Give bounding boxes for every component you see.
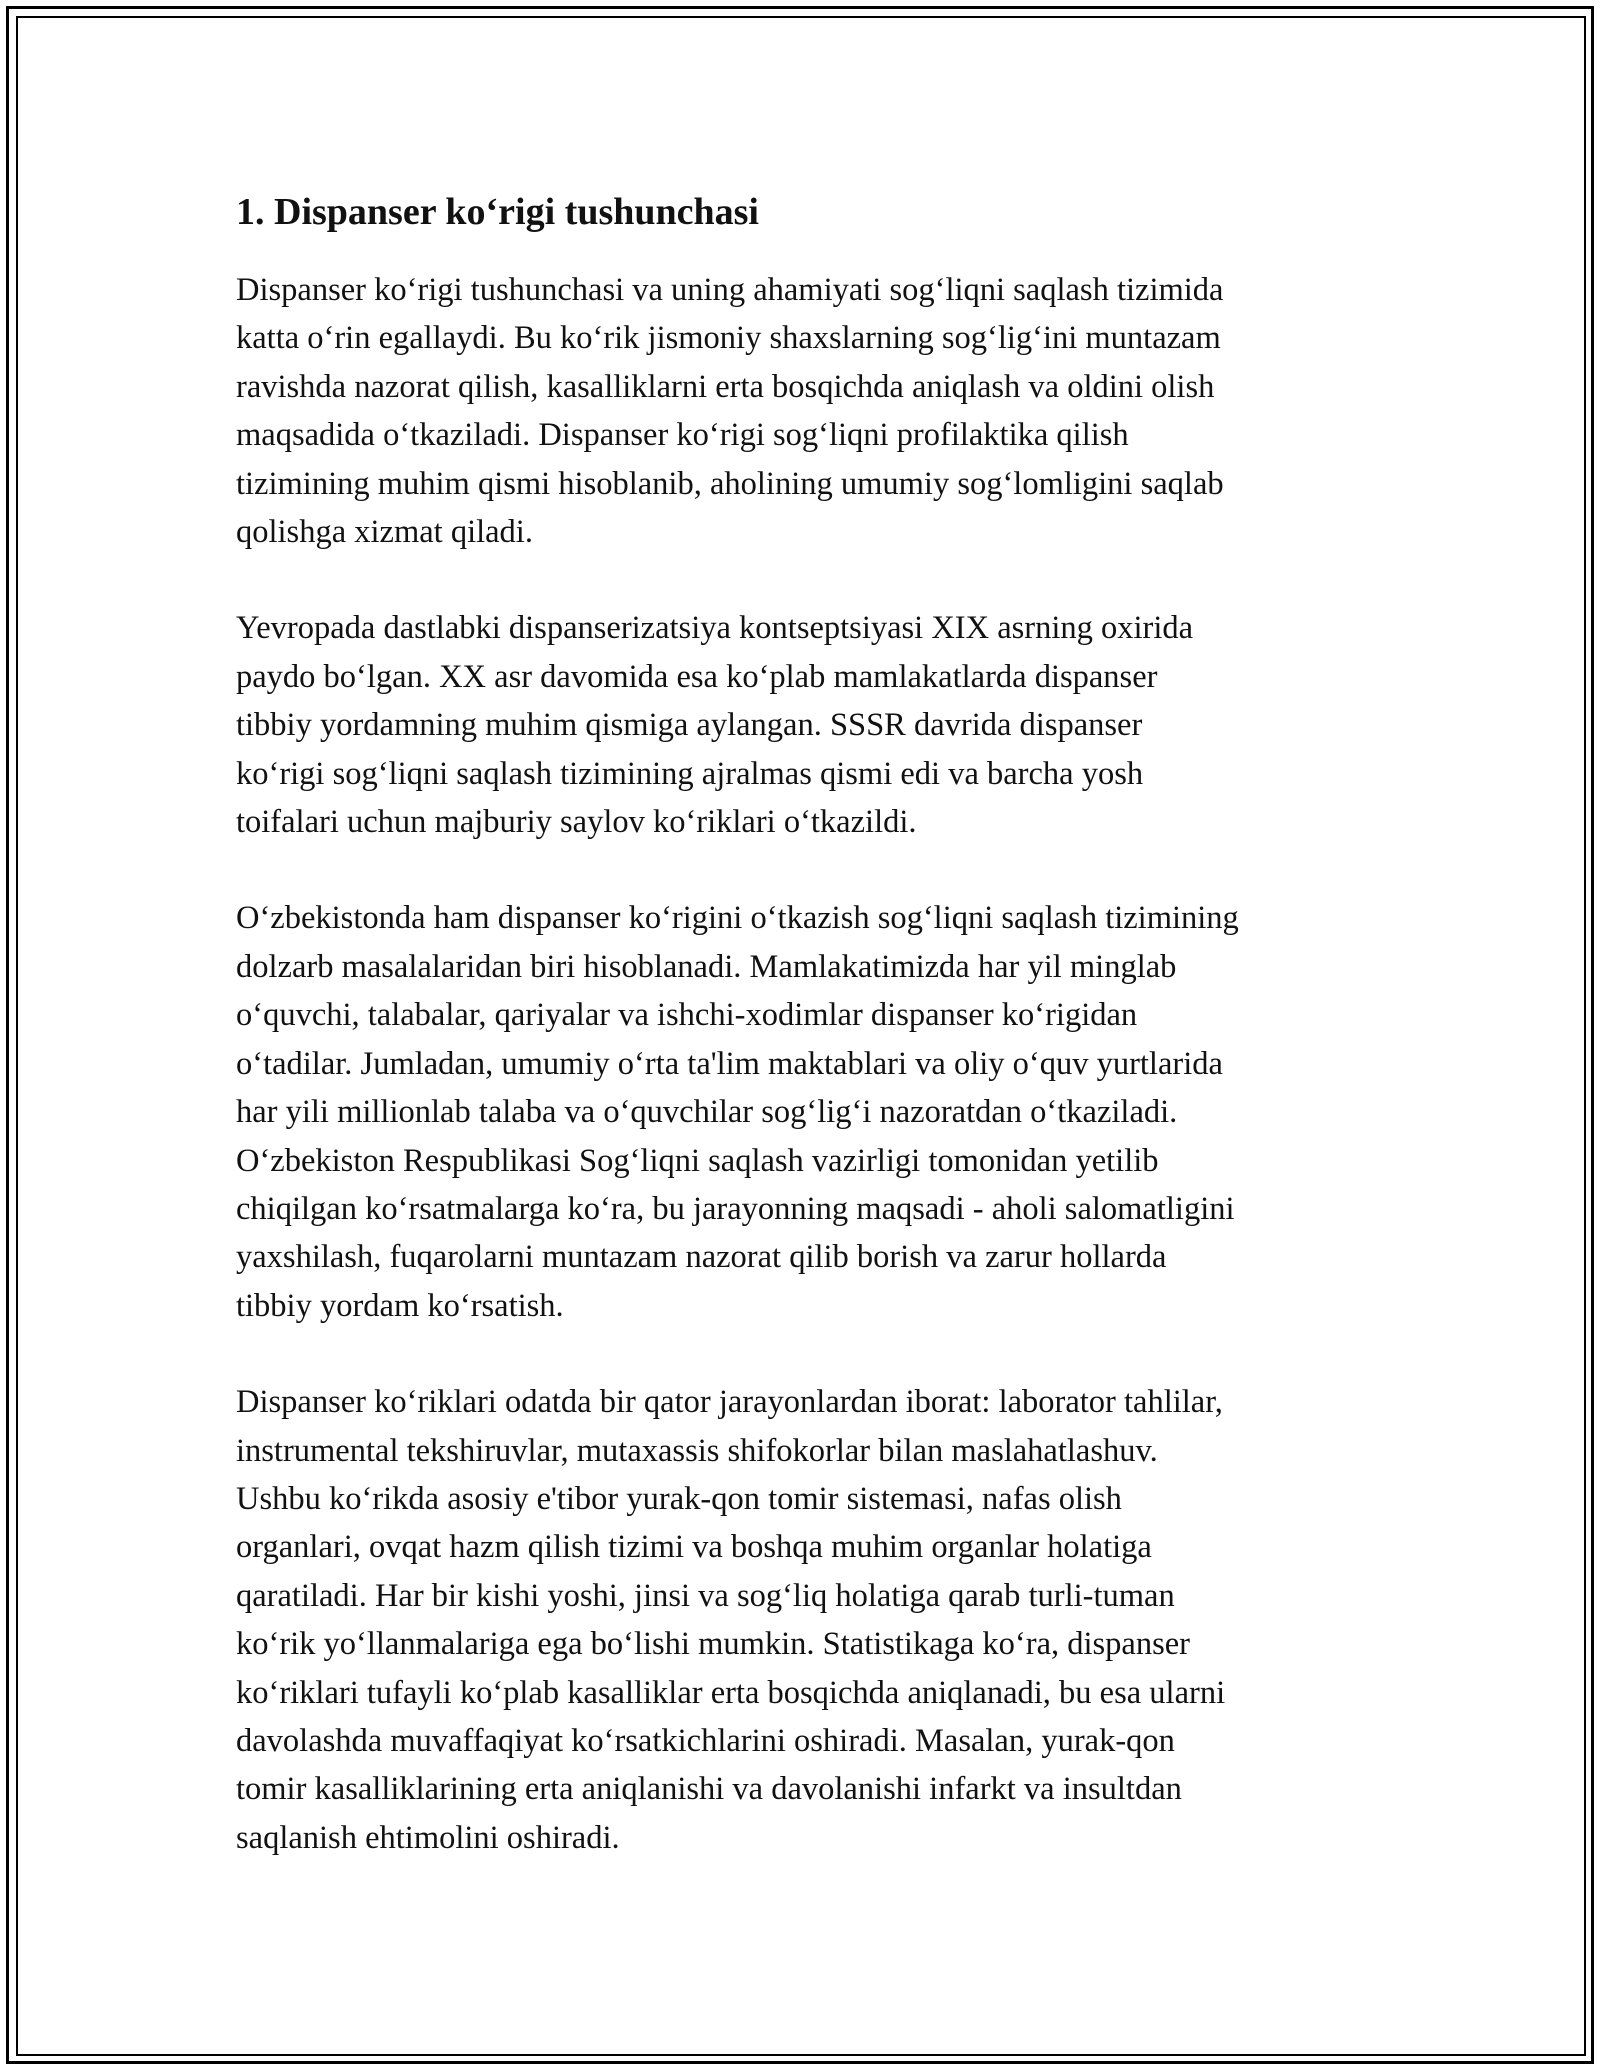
text-line: katta o‘rin egallaydi. Bu ko‘rik jismoniy shaxslarning sog‘lig‘ini muntazam bbox=[236, 320, 1221, 357]
text-line: o‘quvchi, talabalar, qariyalar va ishchi-xodimlar dispanser ko‘rigidan bbox=[236, 997, 1138, 1034]
text-line: yaxshilash, fuqarolarni muntazam nazorat qilib borish va zarur hollarda bbox=[236, 1239, 1167, 1276]
text-line: davolashda muvaffaqiyat ko‘rsatkichlarini oshiradi. Masalan, yurak-qon bbox=[236, 1722, 1175, 1759]
section-heading: 1. Dispanser ko‘rigi tushunchasi bbox=[236, 191, 759, 233]
text-line: tomir kasalliklarining erta aniqlanishi va davolanishi infarkt va insultdan bbox=[236, 1771, 1182, 1808]
paragraph-uzbekistan bbox=[236, 894, 1386, 1330]
text-line: dolzarb masalalaridan biri hisoblanadi. Mamlakatimizda har yil minglab bbox=[236, 948, 1177, 985]
text-line: instrumental tekshiruvlar, mutaxassis shifokorlar bilan maslahatlashuv. bbox=[236, 1432, 1158, 1469]
text-line: toifalari uchun majburiy saylov ko‘riklari o‘tkazildi. bbox=[236, 804, 917, 841]
text-line: paydo bo‘lgan. XX asr davomida esa ko‘plab mamlakatlarda dispanser bbox=[236, 658, 1158, 695]
paragraph-definition bbox=[236, 266, 1386, 556]
text-line: tizimining muhim qismi hisoblanib, aholining umumiy sog‘lomligini saqlab bbox=[236, 465, 1224, 502]
text-line: tibbiy yordam ko‘rsatish. bbox=[236, 1287, 564, 1324]
text-line: maqsadida o‘tkaziladi. Dispanser ko‘rigi sog‘liqni profilaktika qilish bbox=[236, 417, 1129, 454]
text-line: o‘tadilar. Jumladan, umumiy o‘rta ta'lim maktablari va oliy o‘quv yurtlarida bbox=[236, 1045, 1223, 1082]
text-line: Yevropada dastlabki dispanserizatsiya kontseptsiyasi XIX asrning oxirida bbox=[236, 610, 1194, 647]
text-line: O‘zbekistonda ham dispanser ko‘rigini o‘tkazish sog‘liqni saqlash tizimining bbox=[236, 900, 1239, 937]
text-line: tibbiy yordamning muhim qismiga aylangan. SSSR davrida dispanser bbox=[236, 707, 1143, 744]
text-line: har yili millionlab talaba va o‘quvchilar sog‘lig‘i nazoratdan o‘tkaziladi. bbox=[236, 1094, 1178, 1131]
text-line: ko‘rigi sog‘liqni saqlash tizimining ajralmas qismi edi va barcha yosh bbox=[236, 755, 1144, 792]
text-line: ravishda nazorat qilish, kasalliklarni erta bosqichda aniqlash va oldini olish bbox=[236, 368, 1215, 405]
text-line: O‘zbekiston Respublikasi Sog‘liqni saqlash vazirligi tomonidan yetilib bbox=[236, 1142, 1159, 1179]
text-line: organlari, ovqat hazm qilish tizimi va boshqa muhim organlar holatiga bbox=[236, 1529, 1152, 1566]
document-body bbox=[236, 184, 1386, 1910]
text-line: ko‘rik yo‘llanmalariga ega bo‘lishi mumkin. Statistikaga ko‘ra, dispanser bbox=[236, 1626, 1191, 1663]
text-line: Dispanser ko‘rigi tushunchasi va uning ahamiyati sog‘liqni saqlash tizimida bbox=[236, 272, 1224, 308]
text-line: ko‘riklari tufayli ko‘plab kasalliklar erta bosqichda aniqlanadi, bu esa ularni bbox=[236, 1674, 1226, 1711]
text-line: saqlanish ehtimolini oshiradi. bbox=[236, 1819, 620, 1856]
paragraph-history bbox=[236, 604, 1386, 846]
text-line: qolishga xizmat qiladi. bbox=[236, 514, 533, 551]
text-line: Ushbu ko‘rikda asosiy e'tibor yurak-qon tomir sistemasi, nafas olish bbox=[236, 1480, 1122, 1517]
paragraph-procedures bbox=[236, 1378, 1386, 1862]
text-line: qaratiladi. Har bir kishi yoshi, jinsi va sog‘liq holatiga qarab turli-tuman bbox=[236, 1577, 1175, 1614]
text-line: Dispanser ko‘riklari odatda bir qator jarayonlardan iborat: laborator tahlilar, bbox=[236, 1384, 1223, 1421]
text-line: chiqilgan ko‘rsatmalarga ko‘ra, bu jarayonning maqsadi - aholi salomatligini bbox=[236, 1190, 1235, 1227]
